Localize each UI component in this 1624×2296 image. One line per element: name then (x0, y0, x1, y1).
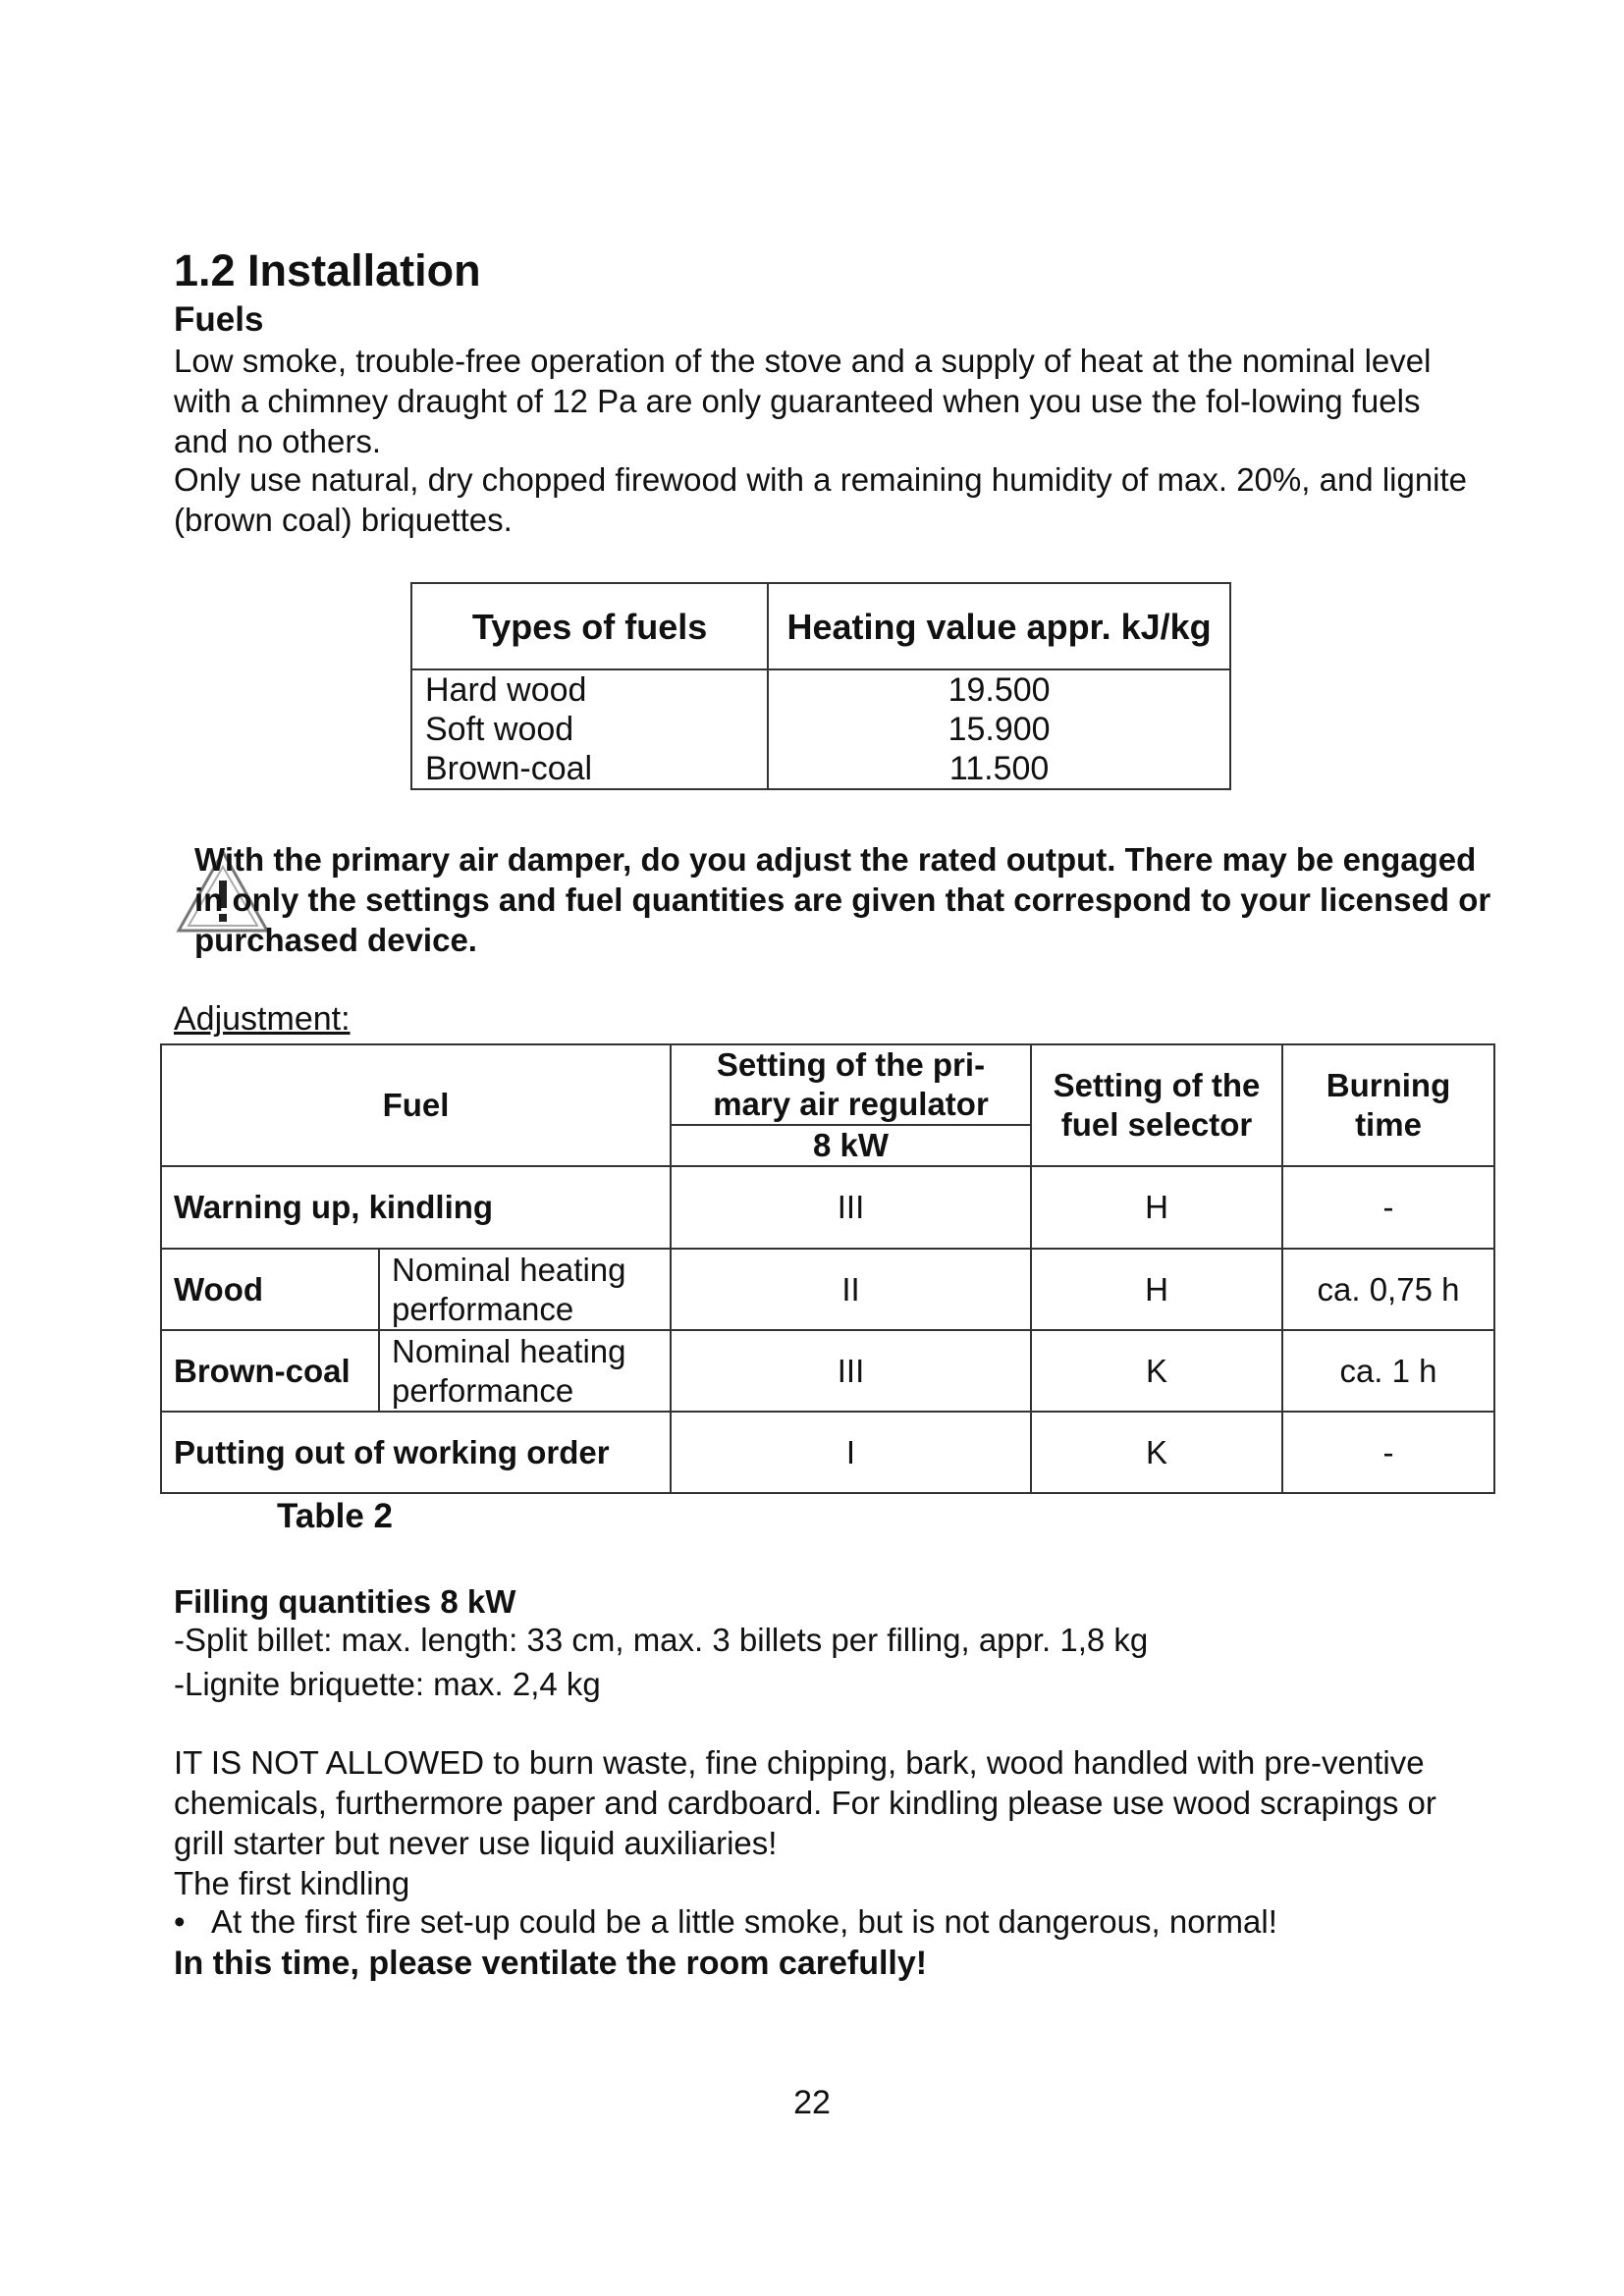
adjustment-label: Adjustment: (174, 1000, 351, 1038)
fuel-requirement-paragraph: Only use natural, dry chopped firewood with a remaining humidity of max. 20%, and lignite (brown coal) briquettes. (174, 461, 1468, 538)
fuel-selector-cell: H (1031, 1166, 1282, 1249)
table-row (161, 1412, 1494, 1493)
filling-line-lignite: -Lignite briquette: max. 2,4 kg (174, 1666, 601, 1702)
filling-line-split-billet: -Split billet: max. length: 33 cm, max. 3 billets per filling, appr. 1,8 kg (174, 1622, 1149, 1658)
fuel-types-table (410, 582, 1231, 790)
fuel-cell: Warning up, kindling (161, 1166, 671, 1249)
bullet-icon: • (174, 1903, 186, 1940)
table-row (411, 710, 1230, 749)
first-kindling-text: The first kindling (174, 1865, 410, 1901)
list-item (174, 1903, 1277, 1941)
adjustment-table (160, 1043, 1495, 1494)
fuel-cell: Putting out of working order (161, 1412, 671, 1493)
ventilate-notice: In this time, please ventilate the room carefully! (174, 1945, 928, 1982)
table-row (161, 1249, 1494, 1330)
table-row (411, 749, 1230, 789)
header-heating-value: Heating value appr. kJ/kg (768, 583, 1230, 669)
primary-air-cell: III (671, 1330, 1031, 1412)
section-title: 1.2 Installation (174, 245, 481, 295)
table-row (411, 669, 1230, 710)
burning-time-cell: - (1282, 1412, 1494, 1493)
header-types-of-fuels: Types of fuels (411, 583, 768, 669)
table-header-row (161, 1044, 1494, 1125)
heating-value-cell: 19.500 (768, 669, 1230, 710)
table-caption: Table 2 (277, 1497, 394, 1535)
bullet-text: At the first fire set-up could be a little smoke, but is not dangerous, normal! (211, 1903, 1277, 1940)
primary-air-cell: III (671, 1166, 1031, 1249)
fuel-selector-cell: H (1031, 1249, 1282, 1330)
header-burning-time: Burning time (1282, 1044, 1494, 1166)
fuel-cell: Brown-coal (161, 1330, 379, 1412)
page-number: 22 (793, 2084, 831, 2121)
fuel-type-cell: Hard wood (411, 669, 768, 710)
heating-value-cell: 11.500 (768, 749, 1230, 789)
fuel-selector-cell: K (1031, 1412, 1282, 1493)
primary-air-cell: I (671, 1412, 1031, 1493)
header-fuel: Fuel (161, 1044, 671, 1166)
header-power: 8 kW (671, 1125, 1031, 1166)
header-primary-air: Setting of the pri-mary air regulator (671, 1044, 1031, 1125)
fuel-type-cell: Soft wood (411, 710, 768, 749)
burning-time-cell: ca. 1 h (1282, 1330, 1494, 1412)
heating-value-cell: 15.900 (768, 710, 1230, 749)
fuel-selector-cell: K (1031, 1330, 1282, 1412)
primary-air-cell: II (671, 1249, 1031, 1330)
fuel-type-cell: Brown-coal (411, 749, 768, 789)
fuel-cell: Wood (161, 1249, 379, 1330)
fuel-sub-cell: Nominal heating performance (379, 1249, 671, 1330)
table-row (161, 1166, 1494, 1249)
warning-text: With the primary air damper, do you adjust the rated output. There may be engaged in only the settings and fuel quantities are given that correspond to your licensed or purchased device. (194, 841, 1491, 958)
not-allowed-text: IT IS NOT ALLOWED to burn waste, fine chipping, bark, wood handled with pre-ventive chemicals, furthermore paper and cardboard. For kindling please use wood scrapings or grill starter but never use liquid auxiliaries! (174, 1744, 1436, 1861)
burning-time-cell: ca. 0,75 h (1282, 1249, 1494, 1330)
table-header-row (411, 583, 1230, 669)
fuels-subtitle: Fuels (174, 300, 264, 339)
not-allowed-paragraph (174, 1742, 1480, 1903)
table-row (161, 1330, 1494, 1412)
fuel-sub-cell: Nominal heating performance (379, 1330, 671, 1412)
filling-quantities-title: Filling quantities 8 kW (174, 1583, 516, 1620)
intro-paragraph: Low smoke, trouble-free operation of the stove and a supply of heat at the nominal level with a chimney draught of 12 Pa are only guaranteed when you use the fol-lowing fuels and no others. (174, 343, 1432, 459)
burning-time-cell: - (1282, 1166, 1494, 1249)
header-fuel-selector: Setting of the fuel selector (1031, 1044, 1282, 1166)
